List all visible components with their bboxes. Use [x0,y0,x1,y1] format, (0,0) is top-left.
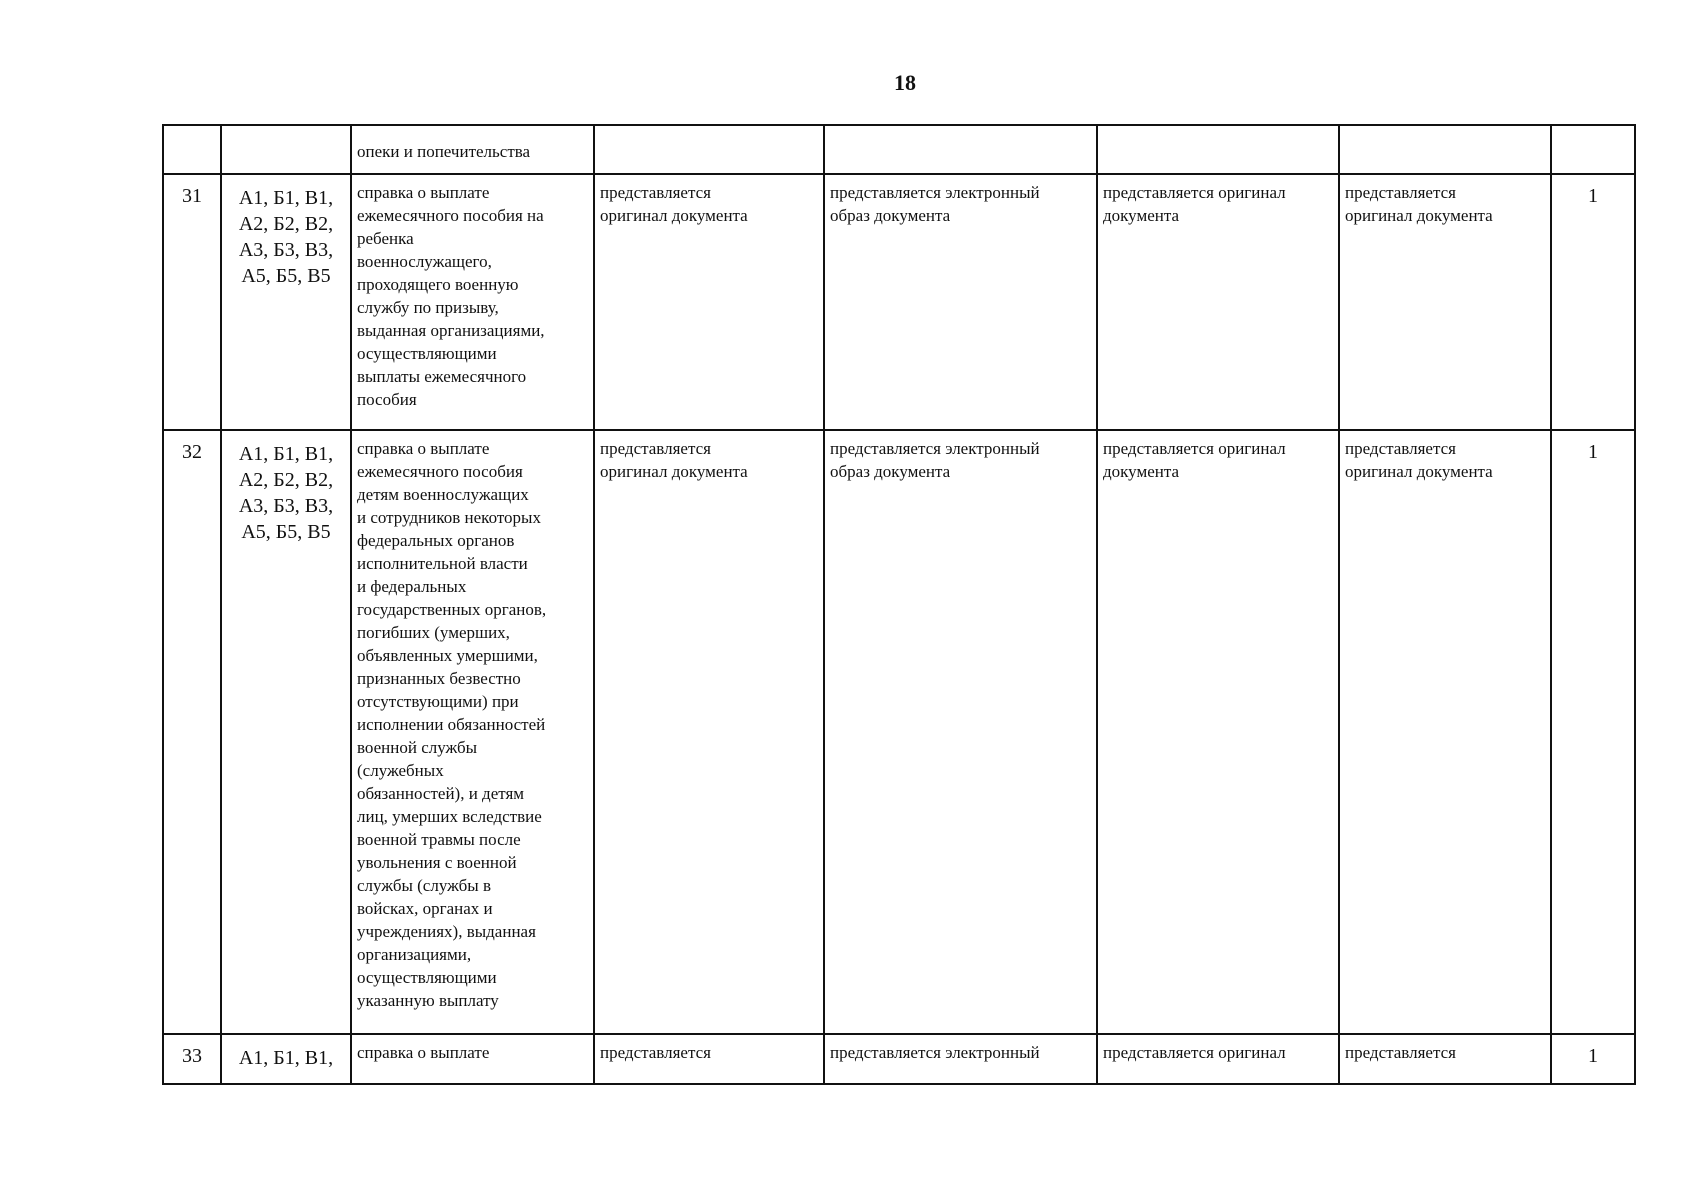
submission-cell-2: представляется электронный [824,1034,1097,1084]
row-number-cell: 32 [163,430,221,1034]
row-number-cell: 33 [163,1034,221,1084]
count-cell: 1 [1551,174,1635,430]
table-row [163,430,1635,1034]
row-number-cell: 31 [163,174,221,430]
submission-cell-1: представляется оригинал документа [594,174,824,430]
submission-cell-4 [1339,125,1551,174]
table-row-continuation [163,125,1635,174]
category-codes-cell: А1, Б1, В1, [221,1034,351,1084]
row-number-cell [163,125,221,174]
category-codes-cell: А1, Б1, В1, А2, Б2, В2, А3, Б3, В3, А5, Б5, В5 [221,174,351,430]
submission-cell-3: представляется оригинал документа [1097,430,1339,1034]
document-name-cell: опеки и попечительства [351,125,594,174]
document-name-cell: справка о выплате ежемесячного пособия детям военнослужащих и сотрудников некоторых федеральных органов исполнительной власти и федеральных государственных органов, погибших (умерших, объявленных умершими, признанных безвестно отсутствующими) при исполнении обязанностей военной службы (служебных обязанностей), и детям лиц, умерших вследствие военной травмы после увольнения с военной службы (службы в войсках, органах и учреждениях), выданная организациями, осуществляющими указанную выплату [351,430,594,1034]
document-name-cell: справка о выплате [351,1034,594,1084]
submission-cell-4: представляется [1339,1034,1551,1084]
submission-cell-2: представляется электронный образ документа [824,174,1097,430]
submission-cell-1: представляется оригинал документа [594,430,824,1034]
submission-cell-2 [824,125,1097,174]
category-codes-cell: А1, Б1, В1, А2, Б2, В2, А3, Б3, В3, А5, Б5, В5 [221,430,351,1034]
table-row [163,1034,1635,1084]
count-cell: 1 [1551,1034,1635,1084]
count-cell: 1 [1551,430,1635,1034]
submission-cell-4: представляется оригинал документа [1339,430,1551,1034]
page-number: 18 [894,70,916,95]
submission-cell-3 [1097,125,1339,174]
submission-cell-2: представляется электронный образ документа [824,430,1097,1034]
documents-table [162,124,1636,1085]
submission-cell-1: представляется [594,1034,824,1084]
submission-cell-1 [594,125,824,174]
table-row [163,174,1635,430]
submission-cell-3: представляется оригинал [1097,1034,1339,1084]
submission-cell-3: представляется оригинал документа [1097,174,1339,430]
category-codes-cell [221,125,351,174]
document-name-cell: справка о выплате ежемесячного пособия на ребенка военнослужащего, проходящего военную службу по призыву, выданная организациями, осуществляющими выплаты ежемесячного пособия [351,174,594,430]
count-cell [1551,125,1635,174]
submission-cell-4: представляется оригинал документа [1339,174,1551,430]
